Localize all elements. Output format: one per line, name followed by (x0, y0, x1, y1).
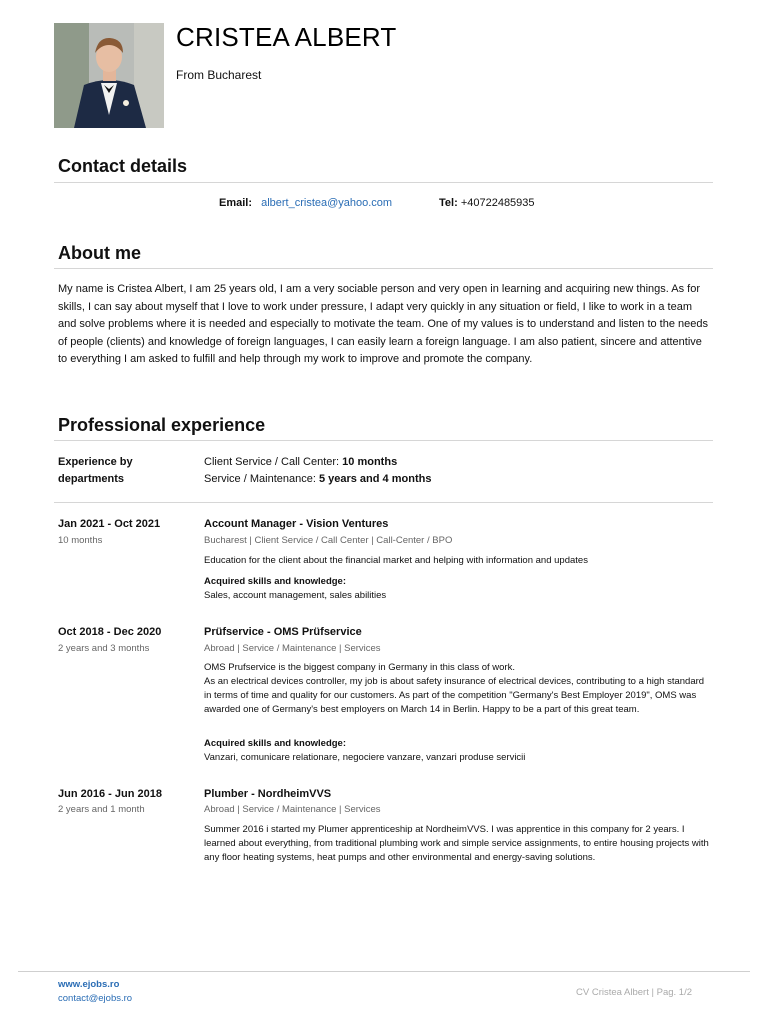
section-divider (54, 502, 713, 503)
job-meta: Abroad | Service / Maintenance | Services (204, 643, 381, 654)
job-description-paragraph: As an electrical devices controller, my job is about safety insurance of electrical devices, contributing to a high standard in terms of time and quality for our customers. As part of the competition "Germany's Best Employer 2019", OMS was awarded one of Germany's best employers on March 14 in Berlin. Happy to be a part of this great team. (204, 676, 705, 715)
footer-email-link[interactable]: contact@ejobs.ro (58, 993, 133, 1004)
candidate-name: CRISTEA ALBERT (176, 22, 397, 52)
job-duration: 2 years and 1 month (58, 804, 145, 815)
footer-site-link[interactable]: www.ejobs.ro (58, 979, 120, 990)
department-item (204, 471, 431, 488)
phone-label: Tel: (439, 197, 458, 209)
job-meta: Bucharest | Client Service / Call Center | Call-Center / BPO (204, 535, 453, 546)
job-skills: Sales, account management, sales abilities (204, 590, 387, 601)
about-section-title: About me (58, 243, 141, 263)
department-name: Service / Maintenance: (204, 473, 316, 485)
departments-label-line: departments (58, 473, 125, 485)
profile-photo (54, 23, 164, 128)
phone-row (439, 197, 535, 209)
job-description: Education for the client about the financial market and helping with information and updates (204, 555, 588, 566)
candidate-location: From Bucharest (176, 68, 262, 82)
about-text: My name is Cristea Albert, I am 25 years old, I am a very sociable person and very open in learning and acquiring new things. As for skills, I can say about myself that I love to work under pressure, I adapt very quickly in any situation or field, I like to work in a team and solve problems where it is needed and especially to motivate the team. One of my values is to understand and listen to the needs of people (clients) and knowledge of foreign languages, I can easily learn a foreign language. I am also patient, sincere and attentive to everything I am asked to fulfill and help through my work to improve and promote the company. (58, 283, 708, 365)
job-title: Plumber - NordheimVVS (204, 788, 332, 800)
section-divider (54, 182, 713, 183)
job-description (204, 661, 714, 717)
job-description: Summer 2016 i started my Plumer apprenticeship at NordheimVVS. I was apprentice in this company for 2 years. I learned about everything, from traditional plumbing work and simple service assignments, to entire housing projects with any floor heating systems, heat pumps and other environmental and energy-saving solutions. (204, 824, 709, 863)
job-dates: Jan 2021 - Oct 2021 (58, 518, 161, 530)
job-title: Prüfservice - OMS Prüfservice (204, 626, 362, 638)
footer-page-info: CV Cristea Albert | Pag. 1/2 (576, 987, 692, 998)
department-name: Client Service / Call Center: (204, 456, 340, 468)
departments-label-line: Experience by (58, 456, 133, 468)
section-divider (54, 268, 713, 269)
email-label: Email: (219, 197, 253, 209)
job-duration: 2 years and 3 months (58, 643, 150, 654)
skills-title: Acquired skills and knowledge: (204, 576, 347, 587)
department-duration: 5 years and 4 months (318, 473, 432, 485)
email-row (219, 197, 392, 209)
email-link[interactable]: albert_cristea@yahoo.com (261, 197, 393, 209)
department-duration: 10 months (342, 456, 398, 468)
departments-list (204, 454, 431, 488)
job-meta: Abroad | Service / Maintenance | Services (204, 804, 381, 815)
job-title: Account Manager - Vision Ventures (204, 518, 389, 530)
job-description-line: OMS Prufservice is the biggest company in Germany in this class of work. (204, 662, 515, 673)
job-skills: Vanzari, comunicare relationare, negociere vanzare, vanzari produse servicii (204, 752, 526, 763)
phone-value: +40722485935 (460, 197, 535, 209)
departments-label (58, 454, 178, 488)
job-duration: 10 months (58, 535, 103, 546)
department-item (204, 454, 431, 471)
skills-title: Acquired skills and knowledge: (204, 738, 347, 749)
job-dates: Oct 2018 - Dec 2020 (58, 626, 162, 638)
footer-divider (18, 971, 750, 972)
section-divider (54, 440, 713, 441)
experience-section-title: Professional experience (58, 415, 266, 435)
contact-section-title: Contact details (58, 156, 188, 176)
job-dates: Jun 2016 - Jun 2018 (58, 788, 162, 800)
